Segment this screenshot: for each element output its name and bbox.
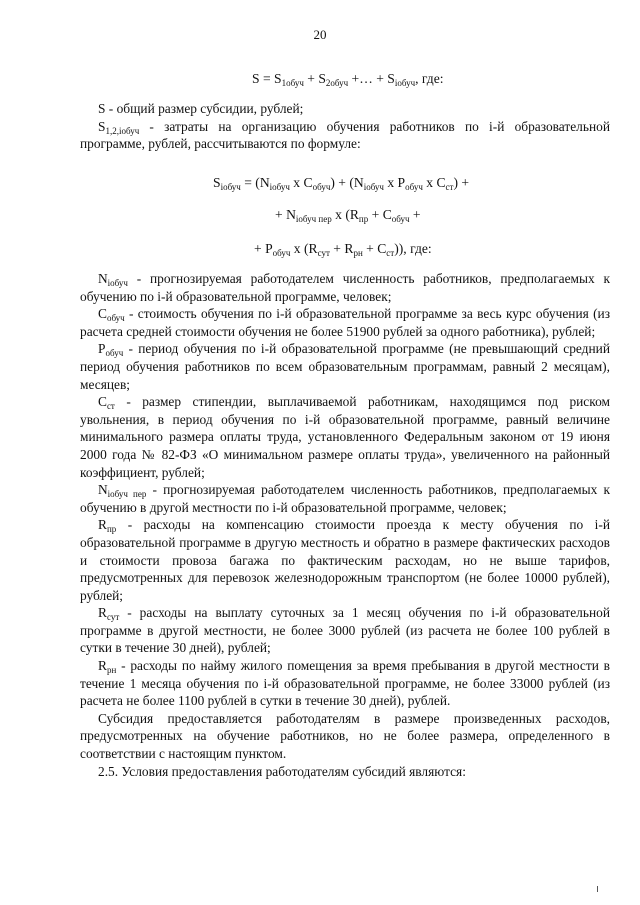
definition-c-obuch: $C_{обуч}$ - стоимость обучения по i-й образовательной программе за весь курс обучения (из расчета средней стоимости обучения не более 51900 рублей за одного работника), рублей; [80,306,610,339]
definition-r-pr: $R_{пр}$ - расходы на компенсацию стоимости проезда к месту обучения по i-й образовательной программе в другую местность и обратно в размере фактических расходов и стоимости провоза багажа по фактическим расходам, но не выше тарифов, предусмотренных для перевозок железнодорожным транспортом (не более 10000 рублей), рублей; [80,517,610,603]
formula-line-3: + $P_{обуч}$ х $(R_{сут} + R_{рн} + C_{ст})$), где: [254,241,432,258]
section-2-5: 2.5. Условия предоставления работодателям субсидий являются: [98,763,466,779]
definition-n-per: $N_{iобуч пер}$ - прогнозируемая работодателем численность работников, предполагаемых к обучению в другой местности по i-й образовательной программе, человек; [80,482,610,515]
formula-total-subsidy: $S = S_{1обуч} + S_{2обуч}$ +… + $S_{iобуч}$, где: [252,71,444,88]
formula-line-2: + $N_{iобуч пер}$ х ($R_{пр} + C_{обуч}$ + [275,207,421,224]
scan-mark [597,886,598,892]
definition-si: $S_{1,2,iобуч}$ - затраты на организацию обучения работников по i-й образовательной программе, рублей, рассчитываются по формуле: [80,118,610,152]
definition-n: $N_{iобуч}$ - прогнозируемая работодателем численность работников, предполагаемых к обучению по i-й образовательной программе, человек; [80,271,610,304]
subsidy-paragraph: Субсидия предоставляется работодателям в размере произведенных расходов, предусмотренных на обучение работников, но не более размера, определенного в соответствии с настоящим пунктом. [80,710,610,762]
definition-p-obuch: $P_{обуч}$ - период обучения по i-й образовательной программе (не превышающий средний период обучения работников по всем образовательным программам, равный 2 месяцам), месяцев; [80,341,610,392]
formula-line-1: $S_{iобуч} = (N_{iобуч}$ х $C_{обуч}) + (N_{iобуч}$ х $P_{обуч}$ х $C_{ст}$) + [213,175,470,192]
intro-definitions [80,100,610,153]
page-number: 20 [313,27,327,42]
variable-definitions [80,270,610,780]
definition-r-sut: $R_{сут}$ - расходы на выплату суточных за 1 месяц обучения по i-й образовательной программе в другой местности, не более 3000 рублей (из расчета не более 100 рублей в сутки в течение 30 дней), рублей; [80,605,610,656]
definition-r-rn: $R_{рн}$ - расходы по найму жилого помещения за время пребывания в другой местности в течение 1 месяца обучения по i-й образовательной программе, не более 33000 рублей (из расчета не более 1100 рублей в сутки в течение 30 дней), рублей. [80,658,610,709]
definition-s: S - общий размер субсидии, рублей; [98,101,304,116]
definition-c-st: $C_{ст}$ - размер стипендии, выплачиваемой работникам, находящимся под риском увольнения, в период обучения по i-й образовательной программе, равный величине минимального размера оплаты труда, установленного Федеральным законом от 19 июня 2000 года № 82-ФЗ «О минимальном размере оплаты труда», увеличенного на районный коэффициент, рублей; [80,394,610,480]
